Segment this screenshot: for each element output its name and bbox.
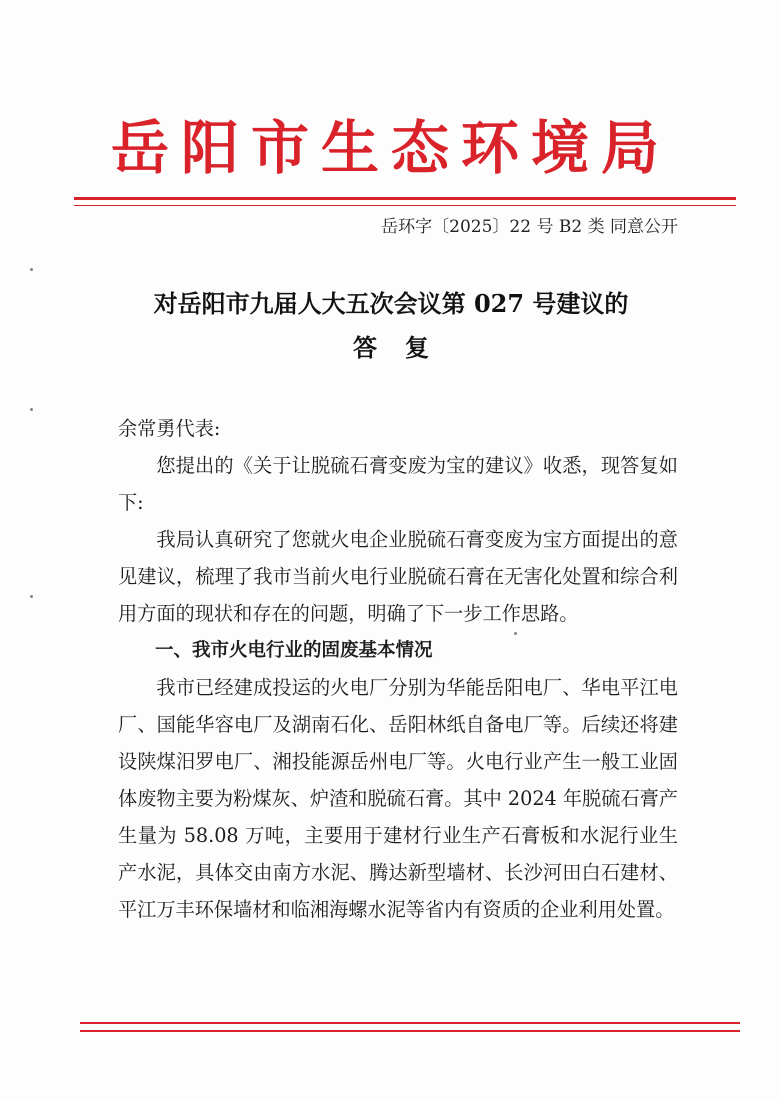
scan-speck [30,408,33,411]
document-title-line1: 对岳阳市九届人大五次会议第 027 号建议的 [153,289,629,318]
document-title [0,282,782,370]
salutation: 余常勇代表: [118,417,221,440]
document-body [118,410,678,928]
section-heading: 一、我市火电行业的固废基本情况 [155,640,433,661]
footer-red-rule [80,1022,740,1024]
body-paragraph: 我市已经建成投运的火电厂分别为华能岳阳电厂、华电平江电厂、国能华容电厂及湖南石化、岳阳林纸自备电厂等。后续还将建设陕煤汨罗电厂、湘投能源岳州电厂等。火电行业产生一般工业固体废物主要为粉煤灰、炉渣和脱硫石膏。其中 2024 年脱硫石膏产生量为 58.08 万吨，主要用于建材行业生产石膏板和水泥行业生产水泥，具体交由南方水泥、腾达新型墙材、长沙河田白石建材、平江万丰环保墙材和临湘海螺水泥等省内有资质的企业利用处置。 [118,676,678,921]
masthead-red-rule [74,197,736,200]
scan-speck [30,595,33,598]
masthead-red-rule-thin [74,205,736,206]
document-title-line2: 答复 [353,333,457,362]
footer-red-rule-thin [80,1030,740,1032]
scan-speck [514,632,517,635]
body-paragraph: 您提出的《关于让脱硫石膏变废为宝的建议》收悉，现答复如下: [118,454,678,514]
document-number: 岳环字〔2025〕22 号 B2 类 同意公开 [381,217,678,237]
scan-speck [30,268,33,271]
masthead-org-name: 岳阳市生态环境局 [110,114,671,182]
body-paragraph: 我局认真研究了您就火电企业脱硫石膏变废为宝方面提出的意见建议，梳理了我市当前火电行业脱硫石膏在无害化处置和综合利用方面的现状和存在的问题，明确了下一步工作思路。 [118,528,678,625]
